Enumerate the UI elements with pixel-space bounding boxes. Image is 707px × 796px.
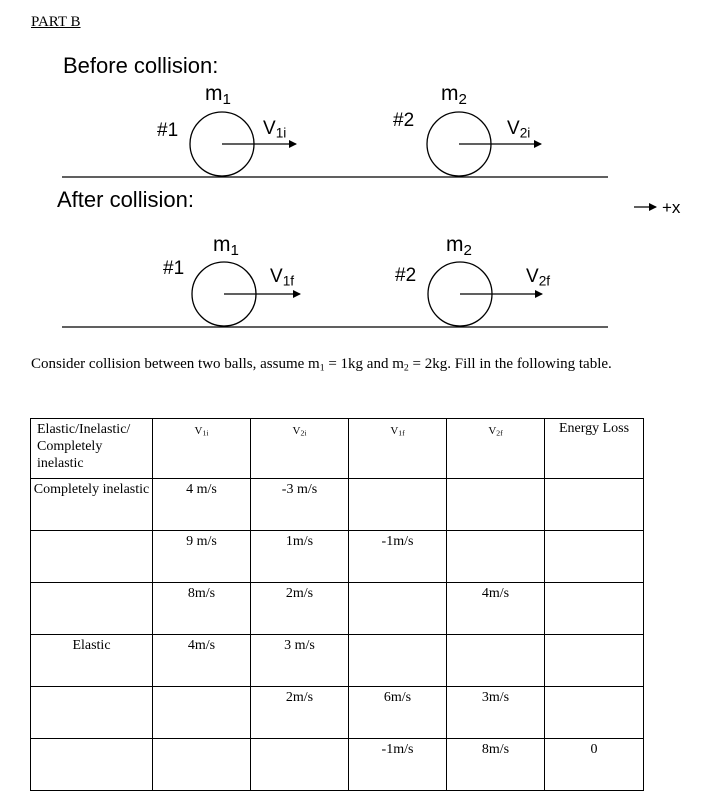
header-energy-loss: Energy Loss bbox=[545, 419, 644, 479]
cell-v1f[interactable]: 6m/s bbox=[349, 687, 447, 739]
velocity-v1i-label: $V_{1i}$ bbox=[263, 118, 287, 141]
cell-energy-loss[interactable]: 0 bbox=[545, 739, 644, 791]
cell-v1i[interactable]: 4m/s bbox=[153, 635, 251, 687]
cell-v2f[interactable] bbox=[447, 531, 545, 583]
after-collision-label: After collision: bbox=[57, 187, 194, 212]
cell-v2f[interactable]: 3m/s bbox=[447, 687, 545, 739]
cell-v2i[interactable]: 3 m/s bbox=[251, 635, 349, 687]
header-collision-type: Elastic/Inelastic/ Completely inelastic bbox=[31, 419, 153, 479]
cell-v2f[interactable] bbox=[447, 479, 545, 531]
cell-v2i[interactable]: 1m/s bbox=[251, 531, 349, 583]
mass-1-label-after: $m_1$ bbox=[213, 233, 239, 259]
cell-type[interactable] bbox=[31, 687, 153, 739]
cell-energy-loss[interactable] bbox=[545, 635, 644, 687]
table-row bbox=[31, 739, 644, 791]
ball-2-number-before: #2 bbox=[393, 110, 415, 131]
axis-label: +x bbox=[662, 198, 681, 217]
table-row bbox=[31, 479, 644, 531]
cell-type[interactable] bbox=[31, 739, 153, 791]
velocity-v1f-label: $V_{1f}$ bbox=[270, 266, 295, 289]
cell-energy-loss[interactable] bbox=[545, 687, 644, 739]
cell-v2i[interactable] bbox=[251, 739, 349, 791]
cell-v2f[interactable]: 8m/s bbox=[447, 739, 545, 791]
table-row bbox=[31, 531, 644, 583]
cell-v1i[interactable] bbox=[153, 739, 251, 791]
cell-type[interactable] bbox=[31, 531, 153, 583]
cell-v1i[interactable]: 8m/s bbox=[153, 583, 251, 635]
cell-v1i[interactable]: 4 m/s bbox=[153, 479, 251, 531]
ball-1-number-before: #1 bbox=[157, 120, 179, 141]
mass-2-label-after: $m_2$ bbox=[446, 233, 472, 259]
cell-v1f[interactable] bbox=[349, 583, 447, 635]
problem-prompt: Consider collision between two balls, assume $m_1 = 1kg$ and $m_2 = 2kg$. Fill in the following table. bbox=[31, 356, 612, 374]
header-v1f: $V_{1f}$ bbox=[349, 419, 447, 479]
cell-v1f[interactable]: -1m/s bbox=[349, 531, 447, 583]
ball-2-number-after: #2 bbox=[395, 265, 417, 286]
header-v1i: $V_{1i}$ bbox=[153, 419, 251, 479]
cell-type[interactable] bbox=[31, 583, 153, 635]
cell-v1i[interactable]: 9 m/s bbox=[153, 531, 251, 583]
cell-energy-loss[interactable] bbox=[545, 531, 644, 583]
mass-2-label-before: $m_2$ bbox=[441, 82, 467, 108]
cell-v2f[interactable] bbox=[447, 635, 545, 687]
cell-energy-loss[interactable] bbox=[545, 479, 644, 531]
cell-v1f[interactable] bbox=[349, 479, 447, 531]
cell-v1i[interactable] bbox=[153, 687, 251, 739]
cell-type[interactable]: Elastic bbox=[31, 635, 153, 687]
table-row bbox=[31, 687, 644, 739]
cell-v1f[interactable]: -1m/s bbox=[349, 739, 447, 791]
cell-type[interactable]: Completely inelastic bbox=[31, 479, 153, 531]
collision-table bbox=[30, 418, 644, 791]
header-v2i: $V_{2i}$ bbox=[251, 419, 349, 479]
cell-energy-loss[interactable] bbox=[545, 583, 644, 635]
before-collision-label: Before collision: bbox=[63, 53, 219, 78]
velocity-v2i-label: $V_{2i}$ bbox=[507, 118, 531, 141]
mass-1-label-before: $m_1$ bbox=[205, 82, 231, 108]
header-v2f: $V_{2f}$ bbox=[447, 419, 545, 479]
ball-1-number-after: #1 bbox=[163, 258, 185, 279]
cell-v2i[interactable]: 2m/s bbox=[251, 583, 349, 635]
table-header-row bbox=[31, 419, 644, 479]
table-row bbox=[31, 635, 644, 687]
cell-v2i[interactable]: 2m/s bbox=[251, 687, 349, 739]
table-row bbox=[31, 583, 644, 635]
cell-v2f[interactable]: 4m/s bbox=[447, 583, 545, 635]
cell-v1f[interactable] bbox=[349, 635, 447, 687]
velocity-v2f-label: $V_{2f}$ bbox=[526, 266, 551, 289]
cell-v2i[interactable]: -3 m/s bbox=[251, 479, 349, 531]
part-title: PART B bbox=[31, 14, 81, 30]
